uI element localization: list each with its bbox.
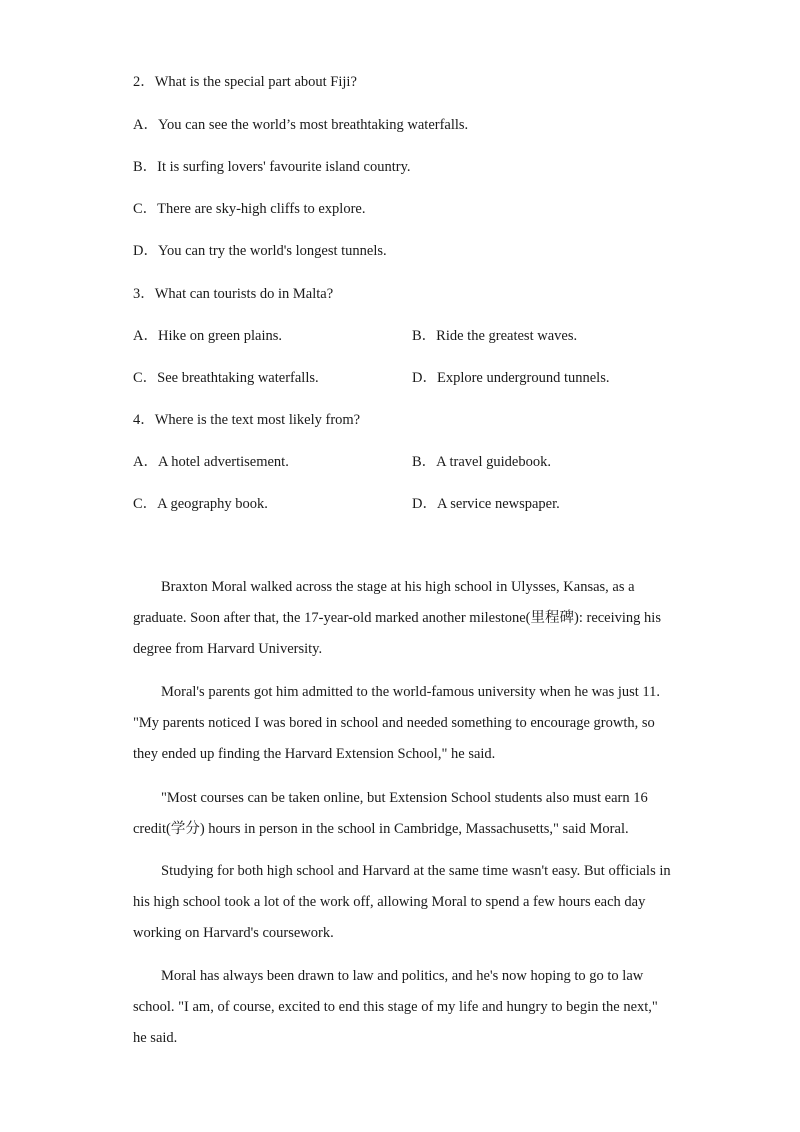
- passage-paragraph: Studying for both high school and Harvard at the same time wasn't easy. But officials in his high school took a lot of the work off, allowing Moral to spend a few hours each day working on Harvard's coursework.: [133, 863, 671, 941]
- passage-paragraph: "Most courses can be taken online, but Extension School students also must earn 16 credit(学分) hours in person in the school in Cambridge, Massachusetts," said Moral.: [133, 790, 648, 837]
- question-4-option-b: B．A travel guidebook.: [412, 454, 551, 470]
- question-2-stem: 2．What is the special part about Fiji?: [133, 74, 357, 90]
- question-3-option-c: C．See breathtaking waterfalls.: [133, 370, 319, 386]
- question-2-option-d: D．You can try the world's longest tunnels.: [133, 243, 387, 259]
- passage-paragraph: Moral's parents got him admitted to the world-famous university when he was just 11. "My parents noticed I was bored in school and needed something to encourage growth, so they ended up finding the Harvard Extension School," he said.: [133, 684, 661, 762]
- question-2-option-a: A．You can see the world’s most breathtaking waterfalls.: [133, 117, 469, 133]
- question-2-option-c: C．There are sky-high cliffs to explore.: [133, 201, 366, 217]
- passage-paragraph: Moral has always been drawn to law and politics, and he's now hoping to go to law school. "I am, of course, excited to end this stage of my life and hungry to begin the next," he said.: [133, 968, 658, 1046]
- question-2-option-b: B．It is surfing lovers' favourite island country.: [133, 159, 411, 175]
- question-4-option-c: C．A geography book.: [133, 496, 268, 512]
- question-3-stem: 3．What can tourists do in Malta?: [133, 286, 334, 302]
- passage-paragraph: Braxton Moral walked across the stage at his high school in Ulysses, Kansas, as a graduate. Soon after that, the 17-year-old marked another milestone(里程碑): receiving his degree from Harvard University.: [133, 579, 661, 657]
- question-3-option-a: A．Hike on green plains.: [133, 328, 282, 344]
- question-4-stem: 4．Where is the text most likely from?: [133, 412, 361, 428]
- question-3-option-b: B．Ride the greatest waves.: [412, 328, 578, 344]
- question-4-option-a: A．A hotel advertisement.: [133, 454, 289, 470]
- question-3-option-d: D．Explore underground tunnels.: [412, 370, 610, 386]
- question-4-option-d: D．A service newspaper.: [412, 496, 560, 512]
